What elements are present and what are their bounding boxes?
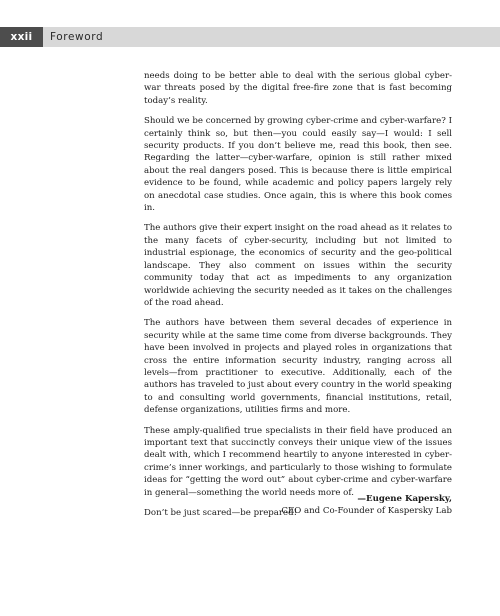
paragraph: The authors give their expert insight on the road ahead as it relates to the many facets of cyber-security, including but not limited to industrial espionage, the economics of security and the geo-political landscape. They also comment on issues within the security community today that act as impediments to any organization worldwide achieving the security needed as it takes on the challenges of the road ahead. (144, 223, 452, 308)
section-title: Foreword (50, 31, 104, 43)
body-text (144, 70, 452, 527)
running-header (0, 27, 500, 47)
signature-name: —Eugene Kapersky, (357, 494, 452, 504)
paragraph: Should we be concerned by growing cyber-crime and cyber-warfare? I certainly think so, but then—you could easily say—I would: I sell security products. If you don’t believe me, read this book, then see. Regarding the latter—cyber-warfare, opinion is still rather mixed about the real dangers posed. This is because there is little empirical evidence to be found, while academic and policy papers largely rely on anecdotal case studies. Once again, this is where this book comes in. (144, 116, 452, 214)
signature-title: CEO and Co-Founder of Kaspersky Lab (281, 506, 452, 517)
page-number: xxii (0, 27, 43, 47)
signature-block (144, 493, 452, 518)
paragraph: The authors have between them several decades of experience in security while at the same time come from diverse backgrounds. They have been involved in projects and played roles in organizations that cross the entire information security industry, ranging across all levels—from practitioner to executive. Additionally, each of the authors has traveled to just about every country in the world speaking to and consulting world governments, financial institutions, retail, defense organizations, utilities firms and more. (144, 318, 452, 416)
paragraph: needs doing to be better able to deal with the serious global cyber-war threats posed by the digital free-fire zone that is fast becoming today’s reality. (144, 71, 452, 106)
paragraph: These amply-qualified true specialists in their field have produced an important text that succinctly conveys their unique view of the issues dealt with, which I recommend heartily to anyone interested in cyber-crime’s inner workings, and particularly to those wishing to formulate ideas for “getting the word out” about cyber-crime and cyber-warfare in general—something the world needs more of. (144, 425, 452, 498)
paragraph: Don’t be just scared—be prepared! (144, 508, 298, 518)
